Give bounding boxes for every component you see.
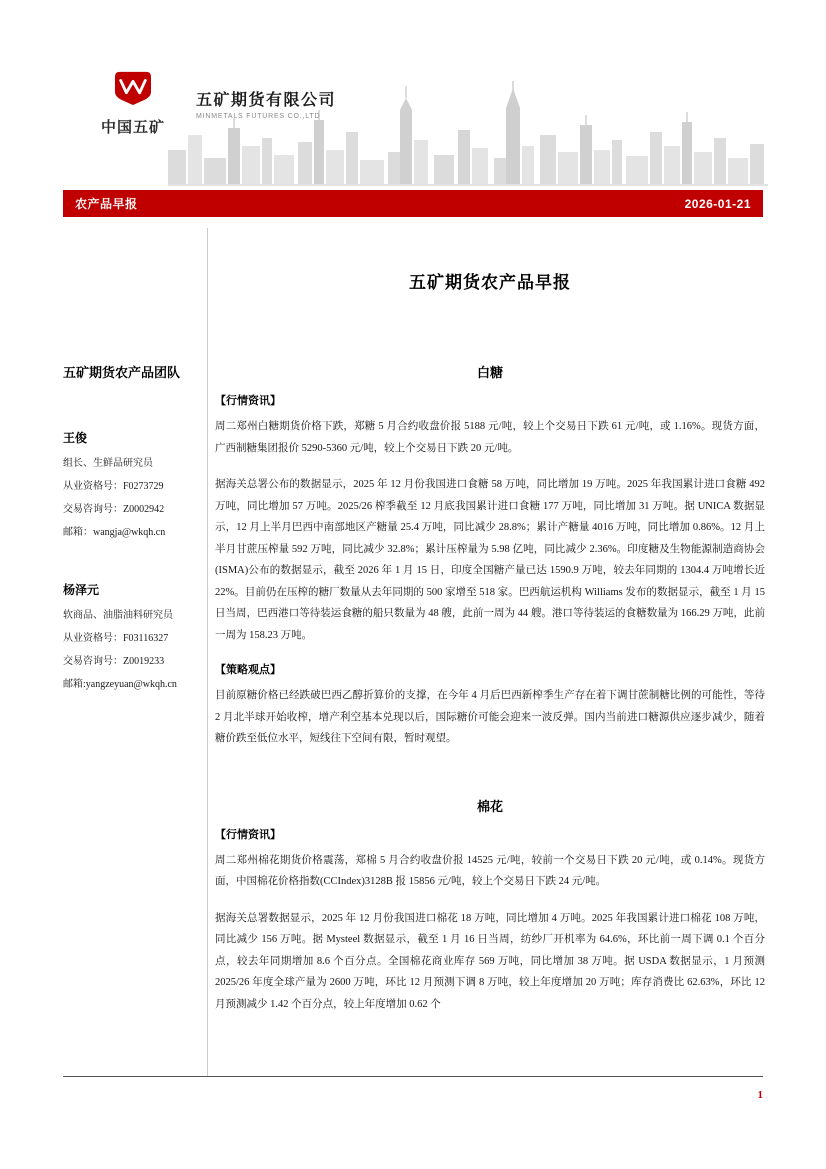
banner-title: 农产品早报 (75, 197, 138, 211)
member-role: 软商品、油脂油料研究员 (63, 610, 173, 621)
paragraph: 目前原糖价格已经跌破巴西乙醇折算价的支撑，在今年 4 月后巴西新榨季生产存在着下调甘蔗制糖比例的可能性，等待 2 月北半球开始收榨，增产利空基本兑现以后，国际糖价可能会迎来一波反弹。国内当前进口糖源供应逐步减少，随着糖价跌至低位水平，短线往下空间有限，暂时观望。 (215, 690, 765, 744)
member-name: 杨泽元 (63, 583, 100, 597)
page-title: 五矿期货农产品早报 (409, 273, 571, 292)
team-title: 五矿期货农产品团队 (63, 365, 181, 380)
team-member (63, 582, 205, 696)
member-advisory-number: 交易咨询号：Z0019233 (63, 656, 165, 667)
member-name: 王俊 (63, 431, 88, 445)
block-label-strategy-view: 【策略观点】 (215, 664, 281, 676)
section-title: 棉花 (476, 798, 503, 814)
report-banner (63, 190, 763, 217)
minmetals-logo-icon (112, 70, 154, 106)
report-body (215, 364, 765, 1030)
member-advisory-number: 交易咨询号：Z0002942 (63, 504, 165, 515)
research-team-sidebar (63, 364, 205, 734)
page-footer (63, 1076, 763, 1103)
sidebar-divider (207, 228, 208, 1076)
member-qualification: 从业资格号：F0273729 (63, 481, 164, 492)
company-name-en: MINMETALS FUTURES CO.,LTD (196, 113, 321, 120)
paragraph: 据海关总署数据显示，2025 年 12 月份我国进口棉花 18 万吨，同比增加 4 万吨。2025 年我国累计进口棉花 108 万吨，同比减少 156 万吨。据 Mysteel 数据显示，截至 1 月 16 日当周，纺纱厂开机率为 64.6%，环比前一周下调 0.1 个百分点，较去年同期增加 8.6 个百分点。全国棉花商业库存 569 万吨，同比增加 38 万吨。据 USDA 数据显示，1 月预测 2025/26 年度全球产量为 2600 万吨，环比 12 月预测下调 8 万吨，较上年度增加 20 万吨；库存消费比 62.63%，环比 12 月预测减少 1.42 个百分点，较上年度增加 0.62 个 (215, 912, 765, 1010)
member-email: 邮箱：wangja@wkqh.cn (63, 527, 166, 538)
block-label-market-news: 【行情资讯】 (215, 395, 281, 407)
member-qualification: 从业资格号：F03116327 (63, 633, 169, 644)
block-label-market-news: 【行情资讯】 (215, 828, 281, 841)
paragraph: 周二郑州白糖期货价格下跌，郑糖 5 月合约收盘价报 5188 元/吨，较上个交易日下跌 61 元/吨，或 1.16%。现货方面，广西制糖集团报价 5290-5360 元/吨，较上个交易日下跌 20 元/吨。 (215, 421, 765, 454)
page-number: 1 (757, 1089, 763, 1101)
paragraph: 据海关总署公布的数据显示，2025 年 12 月份我国进口食糖 58 万吨，同比增加 19 万吨。2025 年我国累计进口食糖 492 万吨，同比增加 57 万吨。2025/26 榨季截至 12 月底我国累计进口食糖 177 万吨，同比增加 31 万吨。据 UNICA 数据显示，12 月上半月巴西中南部地区产糖量 25.4 万吨，同比减少 28.8%；累计产糖量 4016 万吨，同比增加 0.86%。12 月上半月甘蔗压榨量 592 万吨，同比减少 32.8%；累计压榨量为 5.98 亿吨，同比减少 2.36%。印度糖及生物能源制造商协会(ISMA)公布的数据显示，截至 2026 年 1 月 15 日，印度全国糖产量已达 1590.9 万吨，较去年同期的 1304.4 万吨增长近 22%。目前仍在压榨的糖厂数量从去年同期的 500 家增至 518 家。巴西航运机构 Williams 发布的数据显示，截至 1 月 15 日当周，巴西港口等待装运食糖的船只数量为 48 艘，此前一周为 44 艘。港口等待装运的食糖数量为 166.29 万吨，此前一周为 158.23 万吨。 (215, 479, 765, 641)
member-email: 邮箱:yangzeyuan@wkqh.cn (63, 679, 177, 690)
company-name: 五矿期货有限公司 (196, 92, 337, 109)
team-member (63, 430, 205, 544)
section-title: 白糖 (476, 365, 503, 380)
banner-date: 2026-01-21 (684, 196, 751, 211)
section-cotton (215, 798, 765, 1016)
company-logo (100, 70, 166, 137)
company-name-block (196, 87, 336, 120)
section-white-sugar (215, 364, 765, 750)
member-role: 组长、生鲜品研究员 (63, 458, 153, 469)
paragraph: 周二郑州棉花期货价格震荡，郑棉 5 月合约收盘价报 14525 元/吨，较前一个交易日下跌 20 元/吨，或 0.14%。现货方面，中国棉花价格指数(CCIndex)3128B 报 15856 元/吨，较上个交易日下跌 24 元/吨。 (215, 854, 765, 887)
logo-text: 中国五矿 (100, 119, 165, 136)
